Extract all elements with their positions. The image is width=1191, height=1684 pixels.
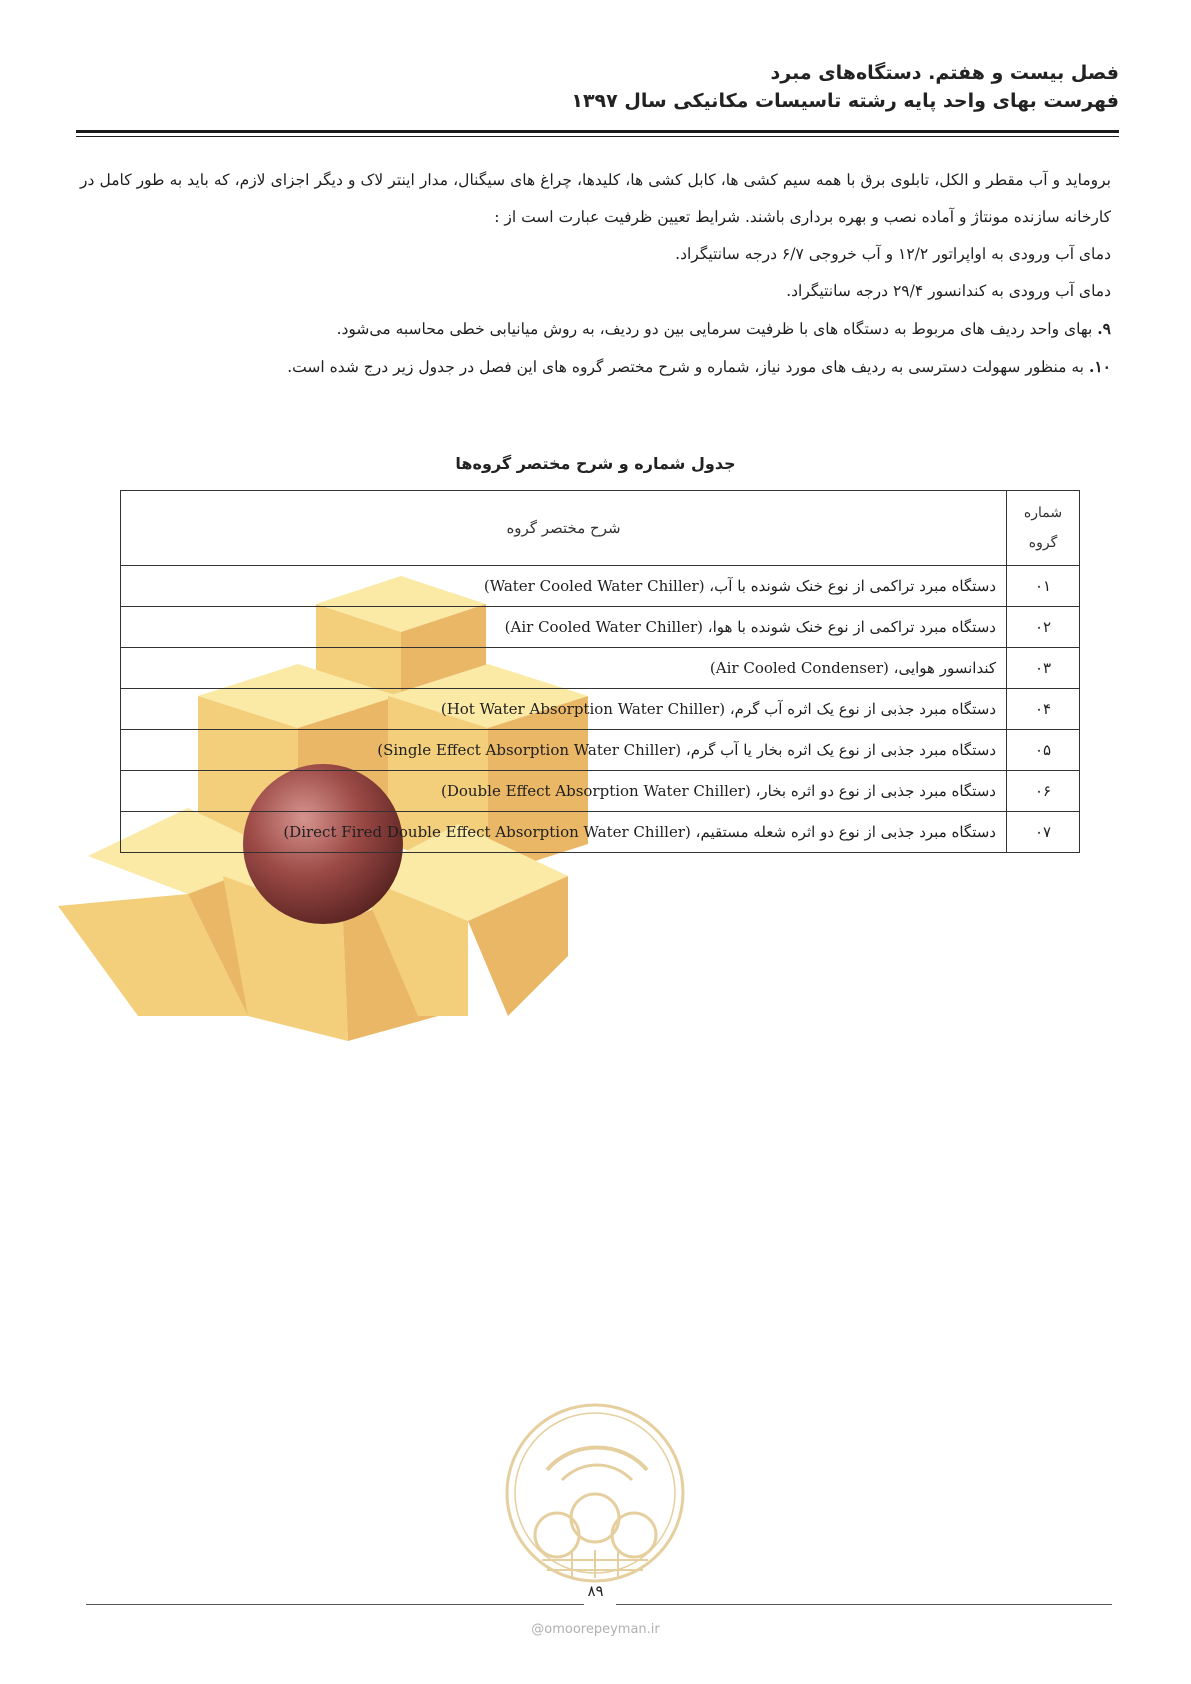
table-row xyxy=(121,648,1080,689)
table-row xyxy=(121,607,1080,648)
table-row xyxy=(121,730,1080,771)
group-description: دستگاه مبرد جذبی از نوع دو اثره بخار، (Double Effect Absorption Water Chiller) xyxy=(121,771,1007,812)
header-group-description: شرح مختصر گروه xyxy=(121,491,1007,566)
note-number: ۱۰. xyxy=(1088,357,1111,376)
group-description: دستگاه مبرد جذبی از نوع یک اثره بخار یا آب گرم، (Single Effect Absorption Water Chiller) xyxy=(121,730,1007,771)
group-code: ۰۵ xyxy=(1007,730,1080,771)
website-watermark: @omoorepeyman.ir xyxy=(531,1622,660,1637)
paragraph-evaporator-temp: دمای آب ورودی به اواپراتور ۱۲/۲ و آب خروجی ۶/۷ درجه سانتیگراد. xyxy=(675,245,1111,263)
note-text: بهای واحد ردیف های مربوط به دستگاه های با ظرفیت سرمایی بین دو ردیف، به روش میانیابی خطی محاسبه می‌شود. xyxy=(336,320,1093,338)
group-description: کندانسور هوایی، (Air Cooled Condenser) xyxy=(121,648,1007,689)
note-item-10 xyxy=(80,348,1111,386)
table-row xyxy=(121,689,1080,730)
table-row xyxy=(121,812,1080,853)
paragraph-conditions: برومايد و آب مقطر و الكل، تابلوی برق با همه سیم کشی ها، کابل کشی ها، کلیدها، چراغ های سیگنال، مدار اينتر لاک و ديگر اجزای لازم، که باید به طور کامل در کارخانه سازنده مونتاژ و آماده نصب و بهره برداری باشند. شرایط تعیین ظرفیت عبارت است از : xyxy=(80,171,1111,226)
group-description: دستگاه مبرد جذبی از نوع یک اثره آب گرم، (Hot Water Absorption Water Chiller) xyxy=(121,689,1007,730)
header-group-number xyxy=(1007,491,1080,566)
body-text xyxy=(80,162,1111,386)
group-code: ۰۲ xyxy=(1007,607,1080,648)
book-title: فهرست بهای واحد پایه رشته تاسیسات مکانیکی سال ۱۳۹۷ xyxy=(571,90,1119,112)
group-code: ۰۳ xyxy=(1007,648,1080,689)
note-item-9 xyxy=(80,310,1111,348)
header-group-number-line1: شماره xyxy=(1023,505,1063,521)
seal-watermark xyxy=(502,1400,688,1586)
groups-table xyxy=(120,490,1080,853)
header-group-number-line2: گروه xyxy=(1028,535,1058,551)
group-description: دستگاه مبرد تراکمی از نوع خنک شونده با آب، (Water Cooled Water Chiller) xyxy=(121,566,1007,607)
table-header-row xyxy=(121,491,1080,566)
page-header xyxy=(80,60,1119,116)
table-row xyxy=(121,771,1080,812)
note-number: ۹. xyxy=(1097,319,1111,338)
group-code: ۰۷ xyxy=(1007,812,1080,853)
group-description: دستگاه مبرد جذبی از نوع دو اثره شعله مستقیم، (Direct Fired Double Effect Absorption Water Chiller) xyxy=(121,812,1007,853)
footer-rule-left xyxy=(86,1604,584,1605)
footer-rule-right xyxy=(616,1604,1112,1605)
group-code: ۰۶ xyxy=(1007,771,1080,812)
chapter-title: فصل بیست و هفتم. دستگاه‌های مبرد xyxy=(770,62,1119,84)
group-code: ۰۱ xyxy=(1007,566,1080,607)
table-row xyxy=(121,566,1080,607)
note-text: به منظور سهولت دسترسی به ردیف های مورد نیاز، شماره و شرح مختصر گروه های این فصل در جدول زیر درج شده است. xyxy=(287,358,1084,376)
header-rule-thin xyxy=(76,136,1119,137)
header-rule-thick xyxy=(76,130,1119,133)
group-description: دستگاه مبرد تراکمی از نوع خنک شونده با هوا، (Air Cooled Water Chiller) xyxy=(121,607,1007,648)
group-code: ۰۴ xyxy=(1007,689,1080,730)
table-title: جدول شماره و شرح مختصر گروه‌ها xyxy=(455,454,736,473)
paragraph-condenser-temp: دمای آب ورودی به کندانسور ۲۹/۴ درجه سانتیگراد. xyxy=(786,282,1111,300)
page-number: ۸۹ xyxy=(587,1582,604,1600)
